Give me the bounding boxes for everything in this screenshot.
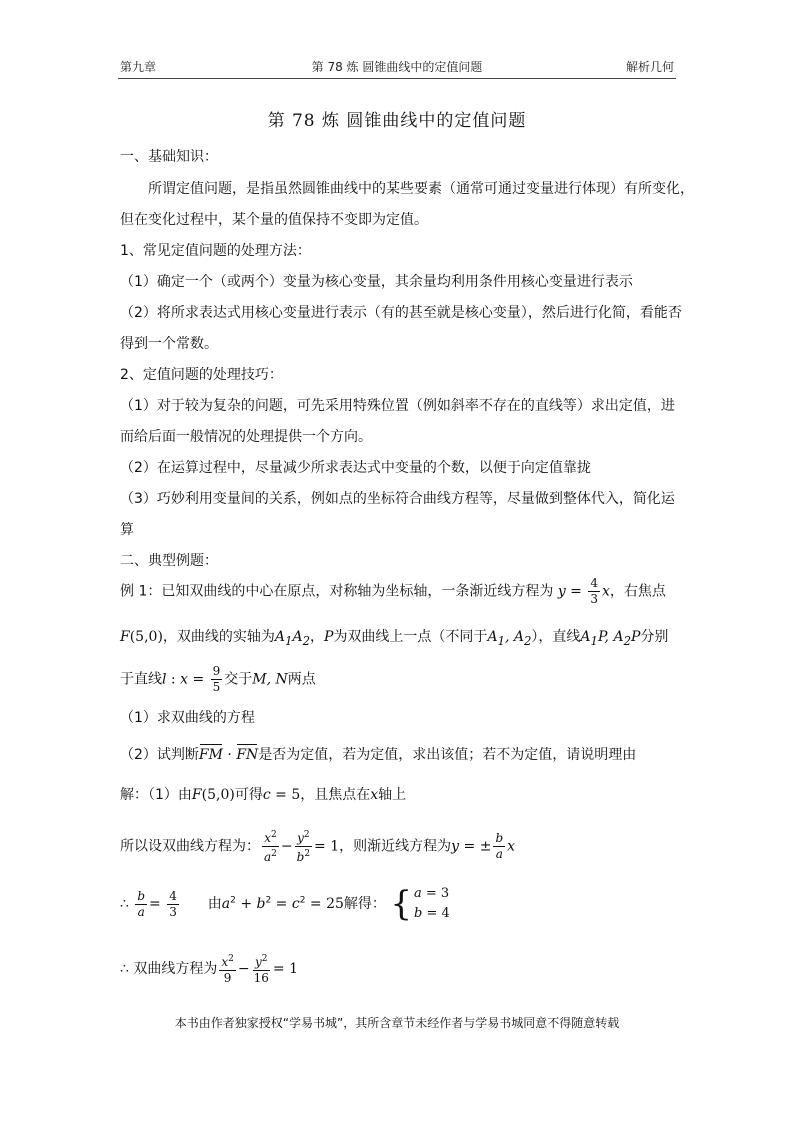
- example1-line-3: 于直线l : x = $\frac{9}{5}$ 交于M, N两点: [120, 664, 316, 694]
- basics-heading: 一、基础知识：: [120, 149, 218, 165]
- method-item-2b: 得到一个常数。: [120, 336, 218, 352]
- header-chapter: 第九章: [120, 60, 157, 74]
- copyright-footer: 本书由作者独家授权“学易书城”，其所含章节未经作者与学易书城同意不得随意转载: [174, 1016, 620, 1030]
- question-1: （1）求双曲线的方程: [120, 710, 255, 726]
- header-lesson: 第 78 炼 圆锥曲线中的定值问题: [311, 60, 483, 74]
- tip-item-1b: 而给后面一般情况的处理提供一个方向。: [120, 429, 372, 445]
- solution-line-4: ∴ 双曲线方程为 $\frac{x^2}{9}$ − $\frac{y^2}{16}$ = 1: [120, 954, 298, 985]
- method-item-2a: （2）将所求表达式用核心变量进行表示（有的甚至就是核心变量），然后进行化简，看能否: [120, 305, 682, 321]
- method-item-1: （1）确定一个（或两个）变量为核心变量，其余量均利用条件用核心变量进行表示: [120, 274, 633, 290]
- example1-line-1: 例 1：已知双曲线的中心在原点，对称轴为坐标轴，一条渐近线方程为 y = $\frac{4}{3}$ x，右焦点: [120, 576, 666, 606]
- example1-line-2: F(5,0)，双曲线的实轴为$A_1A_2$，P为双曲线上一点（不同于$A_1$, $A_2$），直线$A_1P$, $A_2P$分别: [120, 629, 669, 648]
- tip-item-3b: 算: [120, 522, 134, 538]
- examples-heading: 二、典型例题：: [120, 553, 218, 569]
- tip-item-2: （2）在运算过程中，尽量减少所求表达式中变量的个数，以便于向定值靠拢: [120, 460, 591, 476]
- header-subject: 解析几何: [625, 60, 674, 74]
- header-rule: [118, 78, 676, 79]
- solution-line-1: 解：（1）由F(5,0)可得c = 5，且焦点在x轴上: [120, 787, 407, 803]
- method-heading: 1、常见定值问题的处理方法：: [120, 243, 311, 259]
- tips-heading: 2、定值问题的处理技巧：: [120, 367, 283, 383]
- intro-line-1: 所谓定值问题，是指虽然圆锥曲线中的某些要素（通常可通过变量进行体现）有所变化，: [148, 181, 694, 197]
- tip-item-1a: （1）对于较为复杂的问题，可先采用特殊位置（例如斜率不存在的直线等）求出定值，进: [120, 398, 675, 414]
- solution-line-3: ∴ $\frac{b}{a}$ = $\frac{4}{3}$ 由$a^2 + b^2 = c^2 = 25$解得： { a = 3 b = 4: [120, 884, 450, 924]
- page-title: 第 78 炼 圆锥曲线中的定值问题: [267, 111, 527, 131]
- question-2: （2）试判断FM · FN是否为定值，若为定值，求出该值；若不为定值，请说明理由: [120, 747, 637, 763]
- tip-item-3a: （3）巧妙利用变量间的关系，例如点的坐标符合曲线方程等，尽量做到整体代入，简化运: [120, 491, 675, 507]
- solution-line-2: 所以设双曲线方程为： $\frac{x^2}{a^2}$ − $\frac{y^2}{b^2}$ = 1，则渐近线方程为y = ± $\frac{b}{a}$ x: [120, 830, 516, 864]
- intro-line-2: 但在变化过程中，某个量的值保持不变即为定值。: [120, 212, 428, 228]
